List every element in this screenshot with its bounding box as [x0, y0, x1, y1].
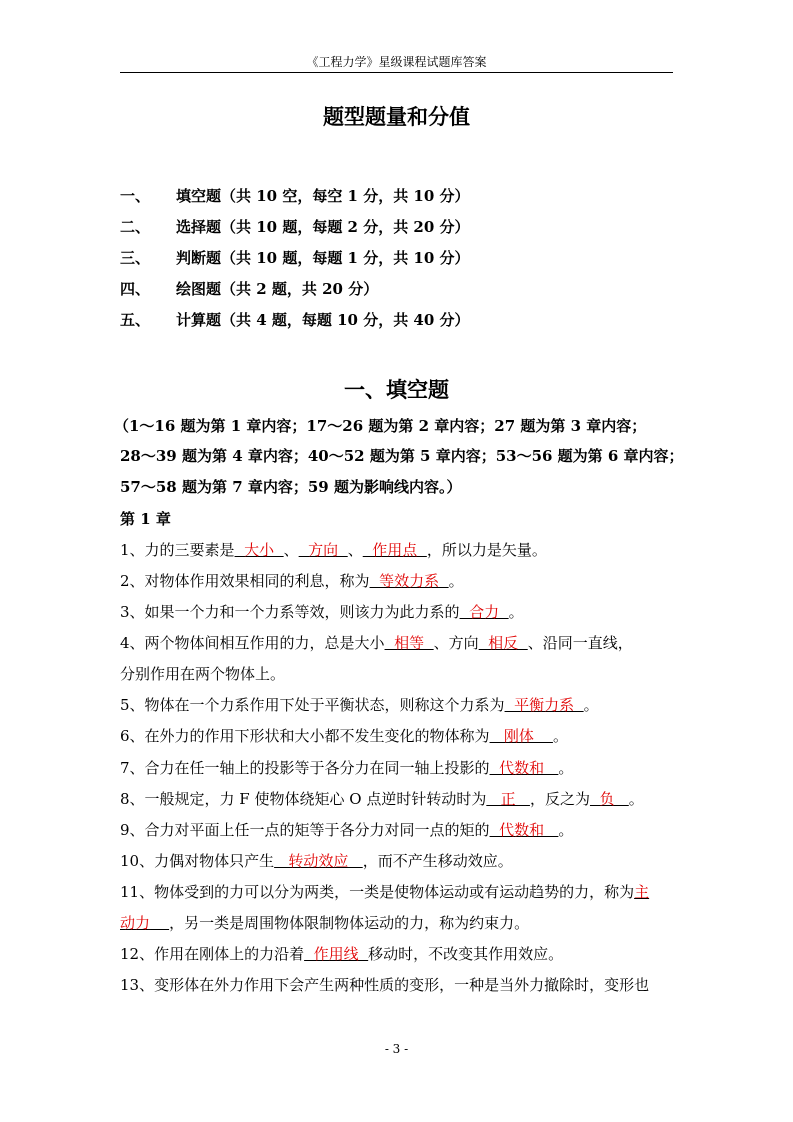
- question-text: 。: [552, 727, 568, 745]
- question-3: [120, 600, 676, 624]
- question-6: [120, 724, 676, 748]
- question-text: 、沿同一直线，: [527, 634, 633, 652]
- page-header: 《工程力学》星级课程试题库答案: [306, 55, 487, 69]
- question-text: 11、物体受到的力可以分为两类，一类是使物体运动或有运动趋势的力，称为: [120, 883, 635, 901]
- question-12: [120, 942, 676, 966]
- answer-blank: 代数和: [489, 821, 559, 839]
- question-type-text: 选择题（共 10 题，每题 2 分，共 20 分）: [176, 218, 470, 236]
- question-text: 12、作用在刚体上的力沿着: [120, 945, 305, 963]
- question-text: ，反之为: [529, 790, 590, 808]
- question-11: [120, 880, 676, 904]
- question-text: 5、物体在一个力系作用下处于平衡状态，则称这个力系为: [120, 696, 505, 714]
- question-text: 、: [283, 541, 299, 559]
- question-type-text: 填空题（共 10 空，每空 1 分，共 10 分）: [176, 187, 470, 205]
- question-text: 2、对物体作用效果相同的利息，称为: [120, 572, 370, 590]
- answer-blank: 作用点: [362, 541, 427, 559]
- question-text: 。: [628, 790, 644, 808]
- question-text: 8、一般规定，力 F 使物体绕矩心 O 点逆时针转动时为: [120, 790, 487, 808]
- question-text: ，而不产生移动效应。: [362, 852, 513, 870]
- answer-blank: 主: [634, 883, 650, 901]
- answer-blank: 相等: [384, 634, 434, 652]
- header-rule: [120, 72, 673, 73]
- question-type-text: 绘图题（共 2 题，共 20 分）: [176, 280, 379, 298]
- question-7: [120, 756, 676, 780]
- question-text: 4、两个物体间相互作用的力，总是大小: [120, 634, 385, 652]
- question-type-number: 五、: [120, 311, 151, 329]
- question-text: 9、合力对平面上任一点的矩等于各分力对同一点的矩的: [120, 821, 490, 839]
- question-13: 13、变形体在外力作用下会产生两种性质的变形，一种是当外力撤除时，变形也: [120, 976, 650, 994]
- answer-blank: 动力: [120, 914, 151, 932]
- question-text: 3、如果一个力和一个力系等效，则该力为此力系的: [120, 603, 460, 621]
- question-text: 。: [583, 696, 599, 714]
- question-5: [120, 693, 676, 717]
- question-type-number: 三、: [120, 249, 151, 267]
- question-type-text: 计算题（共 4 题，每题 10 分，共 40 分）: [176, 311, 470, 329]
- question-text: 、: [347, 541, 363, 559]
- answer-blank: 转动效应: [274, 852, 363, 870]
- question-text: ，另一类是周围物体限制物体运动的力，称为约束力。: [169, 914, 530, 932]
- question-text: 。: [558, 759, 574, 777]
- question-2: [120, 569, 676, 593]
- answer-blank: 大小: [234, 541, 284, 559]
- chapter-note-line: 28～39 题为第 4 章内容；40～52 题为第 5 章内容；53～56 题为第 6 章内容；: [120, 447, 684, 465]
- answer-blank: 负: [589, 790, 629, 808]
- question-text: 、方向: [433, 634, 479, 652]
- question-9: [120, 818, 676, 842]
- question-type-text: 判断题（共 10 题，每题 1 分，共 10 分）: [176, 249, 470, 267]
- answer-blank: 代数和: [489, 759, 559, 777]
- answer-blank: 正: [486, 790, 530, 808]
- question-type-number: 四、: [120, 280, 151, 298]
- question-11-continued: [120, 911, 676, 935]
- question-text: 7、合力在任一轴上的投影等于各分力在同一轴上投影的: [120, 759, 490, 777]
- question-4: [120, 631, 676, 655]
- question-text: ，所以力是矢量。: [426, 541, 547, 559]
- main-title: 题型题量和分值: [323, 104, 470, 129]
- question-text: 6、在外力的作用下形状和大小都不发生变化的物体称为: [120, 727, 490, 745]
- answer-blank: 刚体: [489, 727, 553, 745]
- question-10: [120, 849, 676, 873]
- chapter-note-line: （1～16 题为第 1 章内容；17～26 题为第 2 章内容；27 题为第 3 章内容；: [114, 417, 647, 435]
- question-8: [120, 787, 676, 811]
- chapter-label: 第 1 章: [120, 510, 171, 528]
- answer-blank: 平衡力系: [504, 696, 584, 714]
- page-number: - 3 -: [384, 1042, 409, 1056]
- question-text: 。: [508, 603, 524, 621]
- answer-blank: 等效力系: [369, 572, 449, 590]
- chapter-note-line: 57～58 题为第 7 章内容；59 题为影响线内容。）: [120, 478, 462, 496]
- question-text: 移动时，不改变其作用效应。: [368, 945, 564, 963]
- question-type-number: 一、: [120, 187, 151, 205]
- question-text: 1、力的三要素是: [120, 541, 235, 559]
- question-4-continued: 分别作用在两个物体上。: [120, 665, 286, 683]
- answer-blank: 相反: [478, 634, 528, 652]
- answer-blank-underline: [150, 914, 169, 932]
- question-text: 。: [558, 821, 574, 839]
- question-1: [120, 538, 676, 562]
- question-type-number: 二、: [120, 218, 151, 236]
- answer-blank: 合力: [459, 603, 509, 621]
- answer-blank: 作用线: [304, 945, 369, 963]
- section-title: 一、填空题: [344, 377, 449, 402]
- question-text: 。: [448, 572, 464, 590]
- answer-blank: 方向: [298, 541, 348, 559]
- question-text: 10、力偶对物体只产生: [120, 852, 275, 870]
